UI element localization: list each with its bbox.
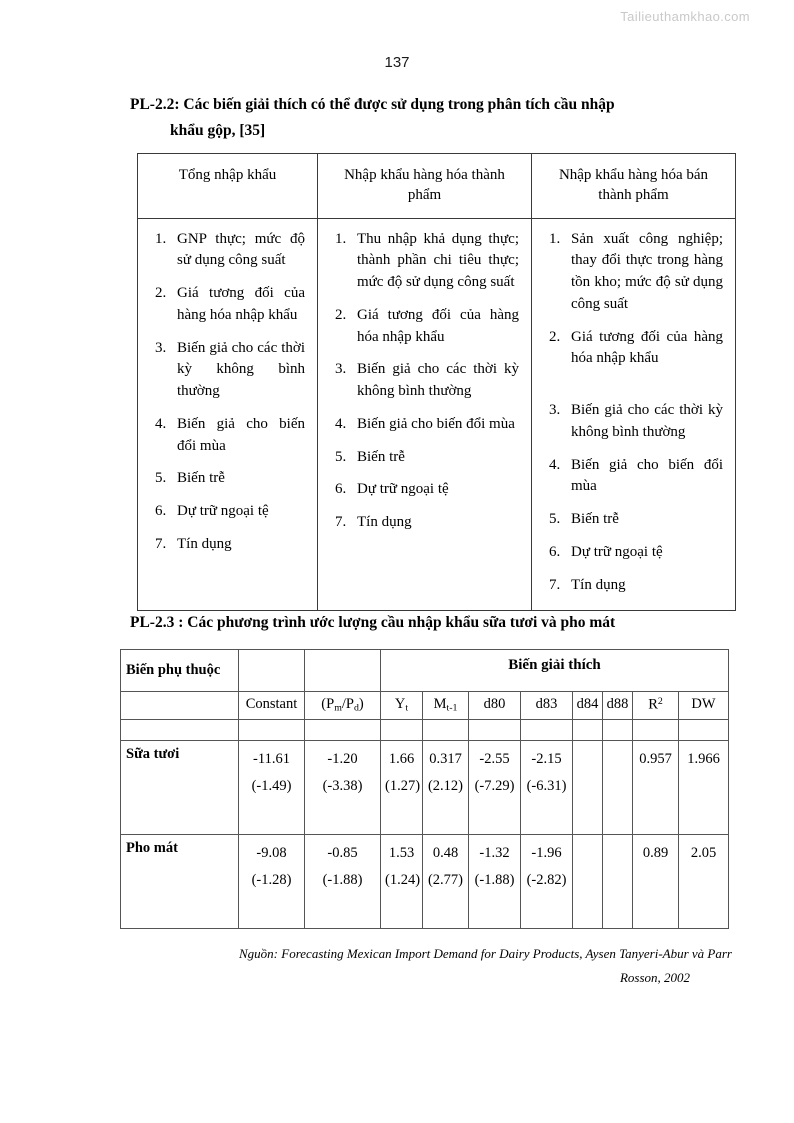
list-item: 3. Biến giả cho các thời kỳ không bình thường [564,400,723,444]
coef-tstat: (2.12) [427,778,464,795]
table2-cell-lagged-imports [423,740,469,834]
list-item: 1. GNP thực; mức độ sử dụng công suất [170,229,305,273]
table2-header-blank-2 [305,650,381,692]
import-demand-equations-table [120,649,729,928]
table2-varhdr-constant: Constant [239,692,305,719]
list-item: 6. Dự trữ ngoại tệ [564,542,723,564]
table2-cell-durbin-watson [679,740,729,834]
coef-value: -1.20 [327,750,358,767]
table2-varhdr-d84: d84 [573,692,603,719]
table2-spacer-cell [633,719,679,740]
table2-cell-d88 [603,834,633,928]
table1-caption [0,92,794,143]
coef-value: -1.96 [531,844,562,861]
coef-tstat: (-6.31) [526,778,567,795]
list-item: 2. Giá tương đối của hàng hóa nhập khẩu [350,305,519,349]
table1-header-semi-finished-goods: Nhập khẩu hàng hóa bán thành phẩm [532,154,736,219]
table2-varhdr-price-ratio: $(P_m/P_d)$ [305,692,381,719]
table2-row-label-cheese: Pho mát [121,834,239,928]
list-item: 7. Tín dụng [170,534,305,556]
table2-caption: PL-2.3 : Các phương trình ước lượng cầu nhập khẩu sữa tươi và pho mát [130,614,616,632]
list-item: 4. Biến giả cho biến đổi mùa [170,414,305,458]
table2-varhdr-d88: d88 [603,692,633,719]
dw-value: 2.05 [690,844,717,861]
table2-spacer-cell [679,719,729,740]
list-item: 4. Biến giả cho biến đổi mùa [564,455,723,499]
table2-spacer-cell [239,719,305,740]
table2-spacer-row [121,719,729,740]
explanatory-variables-table [137,153,736,611]
r2-value: 0.957 [639,750,672,767]
table2-cell-r-squared [633,740,679,834]
list-item: 7. Tín dụng [564,575,723,597]
table2-spacer-cell [603,719,633,740]
document-body [0,92,794,991]
dw-value: 1.966 [687,750,720,767]
table1-caption-line2: khẩu gộp, [35] [170,121,266,139]
table2-spacer-cell [423,719,469,740]
list-item: 4. Biến giả cho biến đổi mùa [350,414,519,436]
table2-cell-constant [239,740,305,834]
table2-cell-durbin-watson [679,834,729,928]
table2-cell-income [381,740,423,834]
coef-value: -2.15 [531,750,562,767]
source-line-1: Nguồn: Forecasting Mexican Import Demand for Dairy Products, Aysen Tanyeri-Abur và Parr [239,945,732,961]
coef-value: -1.32 [479,844,510,861]
table2-header-blank-1 [239,650,305,692]
coef-value: -2.55 [479,750,510,767]
table2-cell-d84 [573,834,603,928]
coef-tstat: (-2.82) [526,872,567,889]
table2-spacer-cell [469,719,521,740]
table2-cell-d84 [573,740,603,834]
source-citation [0,942,732,991]
table2-spacer-cell [121,719,239,740]
list-item: 5. Biến trễ [564,509,723,531]
list-item: 2. Giá tương đối của hàng hóa nhập khẩu [170,283,305,327]
list-total-imports [144,229,305,556]
coef-value: -9.08 [256,844,287,861]
source-line-2: Rosson, 2002 [619,970,690,986]
list-item: 6. Dự trữ ngoại tệ [170,501,305,523]
table2-cell-d83 [521,834,573,928]
coef-tstat: (2.77) [427,872,464,889]
list-item: 3. Biến giả cho các thời kỳ không bình thường [350,359,519,403]
table2-spacer-cell [305,719,381,740]
coef-tstat: (-1.49) [251,778,292,795]
table1-caption-line1: PL-2.2: Các biến giải thích có thể được sử dụng trong phân tích cầu nhập [130,96,615,113]
table-row [121,740,729,834]
table2-cell-lagged-imports [423,834,469,928]
table1-header-total-imports: Tổng nhập khẩu [138,154,318,219]
table2-cell-income [381,834,423,928]
page-number: 137 [384,54,410,71]
table1-header-finished-goods: Nhập khẩu hàng hóa thành phẩm [318,154,532,219]
table1-cell-finished-goods [318,218,532,611]
list-item: 1. Sản xuất công nghiệp; thay đổi thực trong hàng tồn kho; mức độ sử dụng công suất [564,229,723,316]
list-item: 3. Biến giả cho các thời kỳ không bình thường [170,338,305,403]
table2-cell-constant [239,834,305,928]
coef-tstat: (-1.88) [322,872,363,889]
coef-tstat: (-3.38) [322,778,363,795]
list-item: 1. Thu nhập khả dụng thực; thành phần chi tiêu thực; mức độ sử dụng công suất [350,229,519,294]
coef-value: 0.317 [429,750,462,767]
table2-group-header-row [121,650,729,692]
table2-varhdr-blank [121,692,239,719]
table2-cell-d80 [469,740,521,834]
table1-cell-total-imports [138,218,318,611]
table2-spacer-cell [573,719,603,740]
list-item: 2. Giá tương đối của hàng hóa nhập khẩu [564,327,723,371]
list-item: 5. Biến trễ [350,447,519,469]
table2-header-explanatory-variables: Biến giải thích [381,650,729,692]
site-watermark: Tailieuthamkhao.com [620,9,750,24]
list-semi-finished-goods [538,229,723,597]
table2-varhdr-d80: d80 [469,692,521,719]
table2-varhdr-r-squared: $R^2$ [633,692,679,719]
table2-varhdr-income: $Y_t$ [381,692,423,719]
table2-cell-d83 [521,740,573,834]
r2-value: 0.89 [642,844,669,861]
list-finished-goods [324,229,519,534]
coef-tstat: (-1.88) [474,872,515,889]
coef-tstat: (-1.28) [251,872,292,889]
coef-value: -0.85 [327,844,358,861]
coef-value: -11.61 [253,750,290,767]
table1-header-row [138,154,736,219]
table2-varhdr-d83: d83 [521,692,573,719]
coef-tstat: (-7.29) [474,778,515,795]
table2-varhdr-lagged-imports: $M_{t-1}$ [423,692,469,719]
list-item: 6. Dự trữ ngoại tệ [350,479,519,501]
coef-value: 1.53 [388,844,415,861]
table2-cell-d80 [469,834,521,928]
list-item: 7. Tín dụng [350,512,519,534]
coef-value: 0.48 [432,844,459,861]
table1-cell-semi-finished-goods [532,218,736,611]
coef-value: 1.66 [388,750,415,767]
table2-variable-header-row [121,692,729,719]
table1-content-row [138,218,736,611]
list-item: 5. Biến trễ [170,468,305,490]
coef-tstat: (1.27) [385,778,421,795]
table2-spacer-cell [521,719,573,740]
table2-row-label-fresh-milk: Sữa tươi [121,740,239,834]
table2-cell-price-ratio [305,740,381,834]
table2-cell-r-squared [633,834,679,928]
table2-spacer-cell [381,719,423,740]
table2-varhdr-durbin-watson: DW [679,692,729,719]
coef-tstat: (1.24) [385,872,421,889]
table2-header-dependent-variable: Biến phụ thuộc [121,650,239,692]
table2-cell-price-ratio [305,834,381,928]
table2-cell-d88 [603,740,633,834]
table-row [121,834,729,928]
